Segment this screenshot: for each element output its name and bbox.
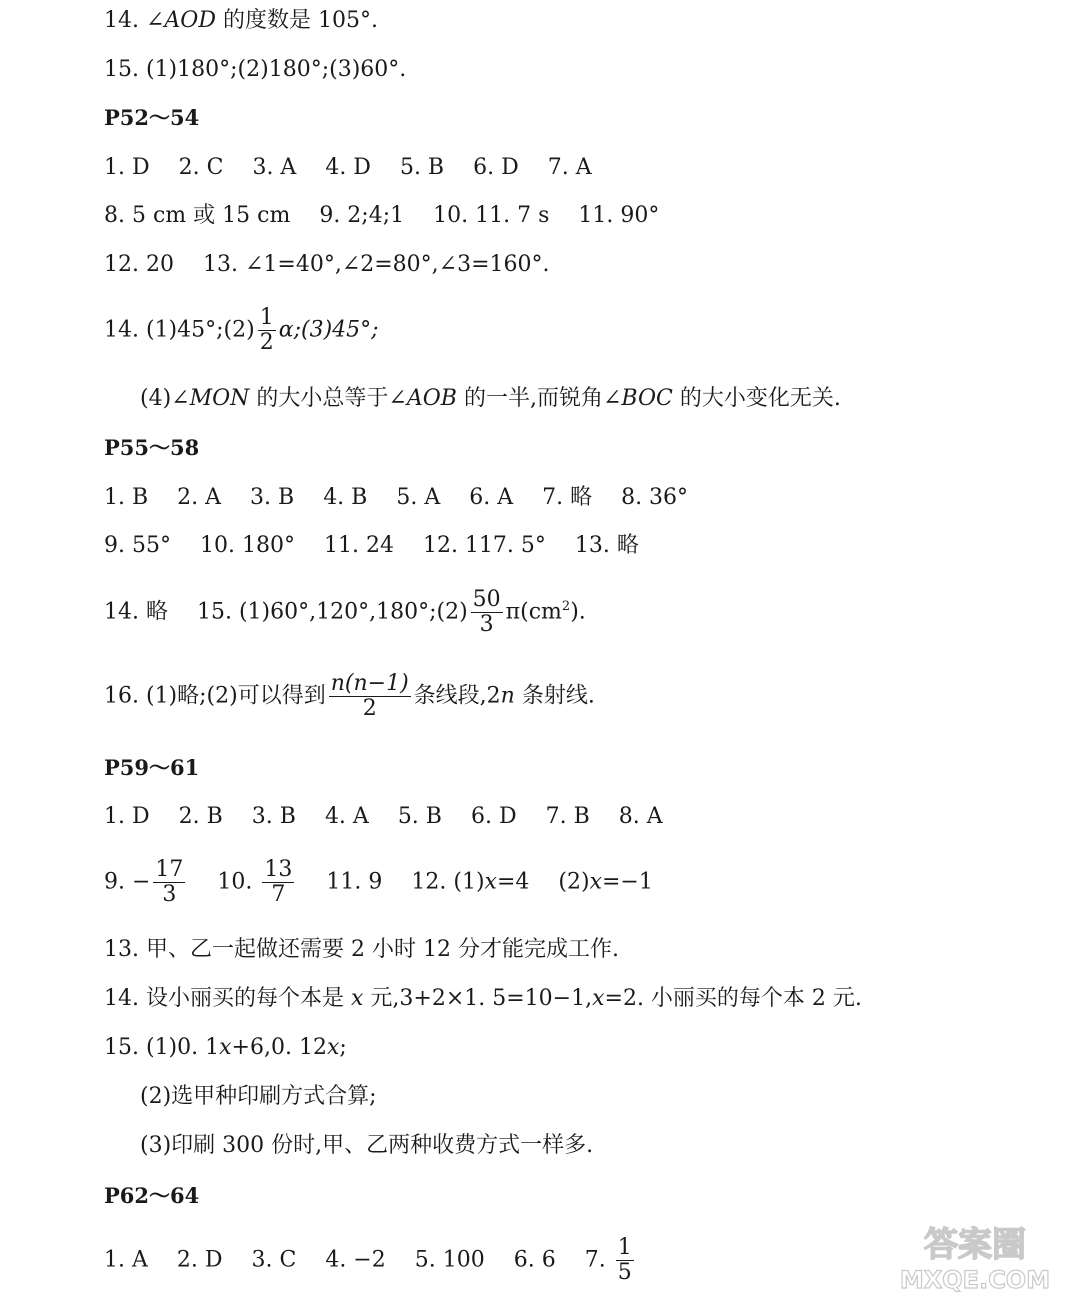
section-heading: P52～54 — [104, 105, 200, 130]
answer-line: 1. D 2. B 3. B 4. A 5. B 6. D 7. B 8. A — [104, 804, 663, 829]
answer-line: (3)印刷 300 份时,甲、乙两种收费方式一样多. — [140, 1133, 594, 1158]
watermark-logo — [892, 1216, 1058, 1296]
fraction: $\frac{1}{5}$ — [617, 1235, 632, 1285]
answer-line: (2)选甲种印刷方式合算; — [140, 1084, 377, 1109]
watermark-top: 答案圈 — [924, 1225, 1026, 1265]
answer-line: 9. 55° 10. 180° 11. 24 12. 117. 5° 13. 略 — [104, 533, 639, 558]
answer-line: 1. B 2. A 3. B 4. B 5. A 6. A 7. 略 8. 36° — [104, 485, 689, 510]
fraction: $\frac{50}{3}$ — [472, 587, 501, 637]
fraction: $\frac{13}{7}$ — [264, 857, 293, 907]
fraction: $\frac{n(n-1)}{2}$ — [330, 671, 409, 721]
answer-line: 13. 甲、乙一起做还需要 2 小时 12 分才能完成工作. — [104, 937, 619, 962]
answer-line: 15. (1)180°;(2)180°;(3)60°. — [104, 57, 407, 82]
section-heading: P62～64 — [104, 1183, 200, 1208]
answer-line: 15. (1)0. 1x+6,0. 12x; — [104, 1035, 347, 1060]
answer-line: (4)∠MON 的大小总等于∠AOB 的一半,而锐角∠BOC 的大小变化无关. — [140, 386, 841, 411]
fraction: $\frac{17}{3}$ — [155, 857, 184, 907]
section-heading: P55～58 — [104, 435, 200, 460]
section-heading: P59～61 — [104, 755, 200, 780]
answer-line: 14. 略 15. (1)60°,120°,180°;(2) $\frac{50}{3}$ $\pi(cm^2)$. — [104, 587, 586, 637]
fraction: $\frac{1}{2}$ — [259, 305, 274, 355]
answer-line: 14. (1)45°;(2) $\frac{1}{2}$ α;(3)45°; — [104, 305, 379, 355]
answer-line: 14. 设小丽买的每个本是 x 元,3+2×1. 5=10−1,x=2. 小丽买的每个本 2 元. — [104, 986, 862, 1011]
answer-line: 14. ∠AOD 的度数是 105°. — [104, 8, 378, 33]
watermark-bottom: MXQE.COM — [899, 1266, 1051, 1294]
answer-line: 1. A 2. D 3. C 4. −2 5. 100 6. 6 7. $\frac{1}{5}$ — [104, 1235, 632, 1285]
answer-line: 12. 20 13. ∠1=40°,∠2=80°,∠3=160°. — [104, 252, 550, 277]
answer-line: 9. − $\frac{17}{3}$ 10. $\frac{13}{7}$ 11. 9 12. (1)x=4 (2)x=−1 — [104, 857, 653, 907]
answer-line: 8. 5 cm 或 15 cm 9. 2;4;1 10. 11. 7 s 11. 90° — [104, 203, 660, 228]
answer-line: 16. (1)略;(2)可以得到 $\frac{n(n-1)}{2}$ 条线段,2n 条射线. — [104, 671, 595, 721]
answer-line: 1. D 2. C 3. A 4. D 5. B 6. D 7. A — [104, 155, 592, 180]
